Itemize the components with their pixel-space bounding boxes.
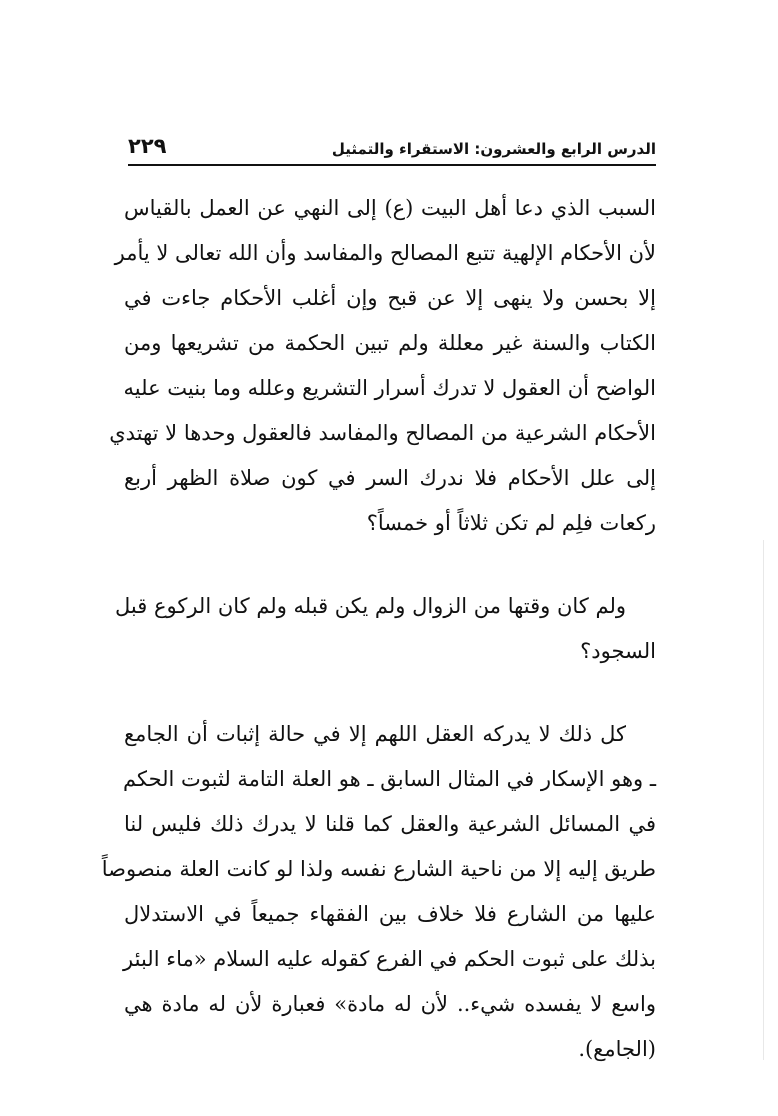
text-line: بذلك على ثبوت الحكم في الفرع كقوله عليه السلام «ماء البئر xyxy=(123,947,656,971)
text-line: واسع لا يفسده شيء.. لأن له مادة» فعبارة لأن له مادة هي xyxy=(124,992,656,1016)
running-header xyxy=(128,124,656,166)
text-line: لأن الأحكام الإلهية تتبع المصالح والمفاسد وأن الله تعالى لا يأمر xyxy=(114,241,656,265)
paragraph-3 xyxy=(101,712,656,1072)
running-head-title: الدرس الرابع والعشرون: الاستقراء والتمثيل xyxy=(331,140,656,158)
text-line: (الجامع). xyxy=(578,1037,656,1061)
text-line: السجود؟ xyxy=(580,639,656,663)
text-line: الكتاب والسنة غير معللة ولم تبين الحكمة من تشريعها ومن xyxy=(124,331,656,355)
text-line: السبب الذي دعا أهل البيت (ع) إلى النهي عن العمل بالقياس xyxy=(124,196,656,220)
scan-edge-mark xyxy=(763,540,764,1060)
text-line: الأحكام الشرعية من المصالح والمفاسد فالعقول وحدها لا تهتدي xyxy=(109,421,656,445)
text-line: كل ذلك لا يدركه العقل اللهم إلا في حالة إثبات أن الجامع xyxy=(124,722,626,746)
paragraph-1 xyxy=(109,186,656,546)
paragraph-gap xyxy=(124,546,656,584)
text-line: إلى علل الأحكام فلا ندرك السر في كون صلاة الظهر أربع xyxy=(124,466,656,490)
text-line: عليها من الشارع فلا خلاف بين الفقهاء جميعاً في الاستدلال xyxy=(124,902,656,926)
text-line: طريق إليه إلا من ناحية الشارع نفسه ولذا لو كانت العلة منصوصاً xyxy=(101,857,656,881)
text-line: في المسائل الشرعية والعقل كما قلنا لا يدرك ذلك فليس لنا xyxy=(124,812,656,836)
text-line: ركعات فلِم لم تكن ثلاثاً أو خمساً؟ xyxy=(366,511,656,535)
body-text xyxy=(101,186,656,1072)
page-number: ٢٢٩ xyxy=(128,134,167,158)
paragraph-gap xyxy=(124,674,656,712)
text-line: ـ وهو الإسكار في المثال السابق ـ هو العلة التامة لثبوت الحكم xyxy=(123,767,656,791)
text-line: ولم كان وقتها من الزوال ولم يكن قبله ولم كان الركوع قبل xyxy=(115,594,626,618)
text-line: إلا بحسن ولا ينهى إلا عن قبح وإن أغلب الأحكام جاءت في xyxy=(124,286,656,310)
text-line: الواضح أن العقول لا تدرك أسرار التشريع وعلله وما بنيت عليه xyxy=(123,376,656,400)
paragraph-2 xyxy=(115,584,656,674)
